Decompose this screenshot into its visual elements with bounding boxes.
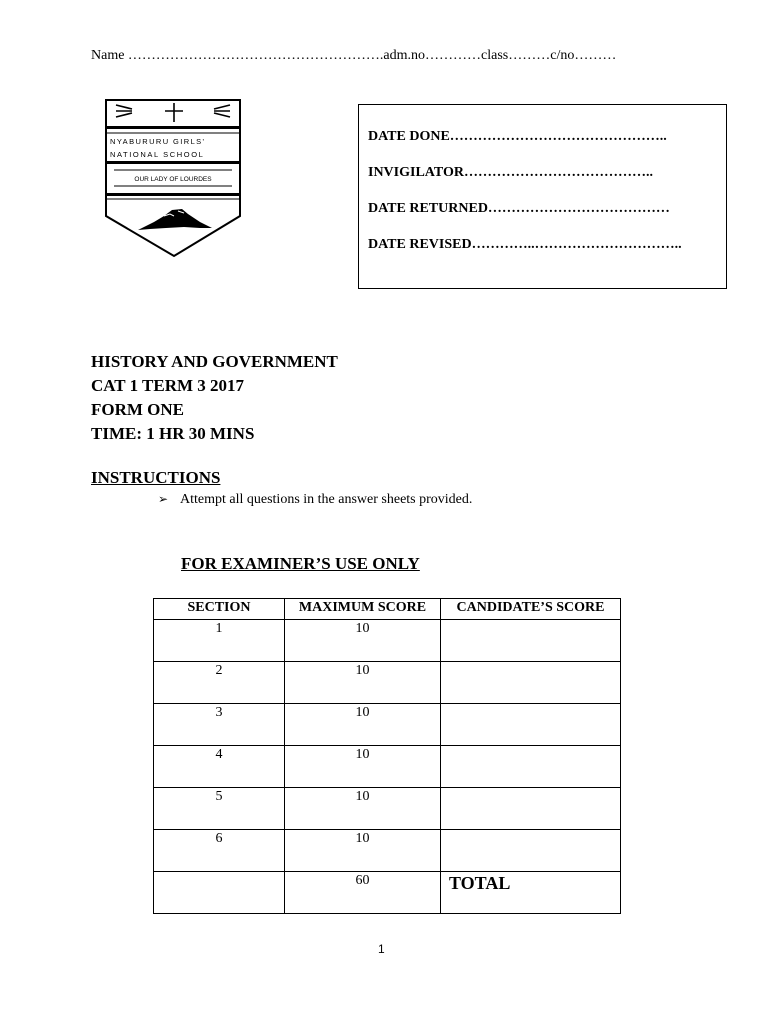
- table-row: [154, 830, 621, 872]
- max-score-cell: 10: [285, 788, 441, 830]
- column-header-maximum-score: MAXIMUM SCORE: [285, 599, 441, 620]
- instruction-text: Attempt all questions in the answer sheets provided.: [180, 492, 473, 507]
- column-header-section: SECTION: [154, 599, 285, 620]
- invigilator-field: INVIGILATOR…………………………………..: [368, 165, 653, 180]
- arrow-bullet-icon: ➢: [158, 492, 169, 506]
- examiner-use-heading: FOR EXAMINER’S USE ONLY: [181, 554, 420, 573]
- crest-school-name-line2: NATIONAL SCHOOL: [110, 150, 205, 159]
- cat-term-year: CAT 1 TERM 3 2017: [91, 376, 245, 395]
- max-score-cell: 10: [285, 620, 441, 662]
- section-cell: 6: [154, 830, 285, 872]
- total-label: TOTAL: [441, 872, 621, 914]
- score-table: [153, 598, 621, 914]
- crest-motto: OUR LADY OF LOURDES: [134, 176, 212, 183]
- table-row: [154, 788, 621, 830]
- section-cell: 4: [154, 746, 285, 788]
- score-table-header: [154, 599, 621, 620]
- candidate-score-cell: [441, 746, 621, 788]
- exam-time: TIME: 1 HR 30 MINS: [91, 424, 255, 443]
- section-cell: 5: [154, 788, 285, 830]
- form-level: FORM ONE: [91, 400, 185, 419]
- table-row: [154, 746, 621, 788]
- max-score-cell: 10: [285, 662, 441, 704]
- candidate-score-cell: [441, 830, 621, 872]
- total-section-cell: [154, 872, 285, 914]
- page-number: 1: [378, 942, 385, 956]
- max-score-cell: 10: [285, 830, 441, 872]
- crest-school-name-line1: NYABURURU GIRLS': [110, 137, 206, 146]
- school-crest-logo: [104, 98, 242, 260]
- exam-info-box: [358, 104, 727, 289]
- candidate-score-cell: [441, 620, 621, 662]
- date-returned-field: DATE RETURNED…………………………………: [368, 201, 670, 216]
- instructions-heading: INSTRUCTIONS: [91, 468, 221, 487]
- section-cell: 3: [154, 704, 285, 746]
- total-max-score-cell: 60: [285, 872, 441, 914]
- max-score-cell: 10: [285, 704, 441, 746]
- table-row: [154, 704, 621, 746]
- subject-title: HISTORY AND GOVERNMENT: [91, 352, 338, 371]
- candidate-score-cell: [441, 704, 621, 746]
- max-score-cell: 10: [285, 746, 441, 788]
- column-header-candidate-score: CANDIDATE’S SCORE: [441, 599, 621, 620]
- date-revised-field: DATE REVISED…………..…………………………..: [368, 237, 682, 252]
- section-cell: 2: [154, 662, 285, 704]
- instruction-item: [158, 492, 472, 508]
- table-row: [154, 662, 621, 704]
- candidate-score-cell: [441, 788, 621, 830]
- date-done-field: DATE DONE………………………………………..: [368, 129, 667, 144]
- candidate-score-cell: [441, 662, 621, 704]
- name-adm-class-line: Name ……………………………………………….adm.no…………class………c/no………: [91, 48, 617, 63]
- table-row: [154, 620, 621, 662]
- total-row: [154, 872, 621, 914]
- section-cell: 1: [154, 620, 285, 662]
